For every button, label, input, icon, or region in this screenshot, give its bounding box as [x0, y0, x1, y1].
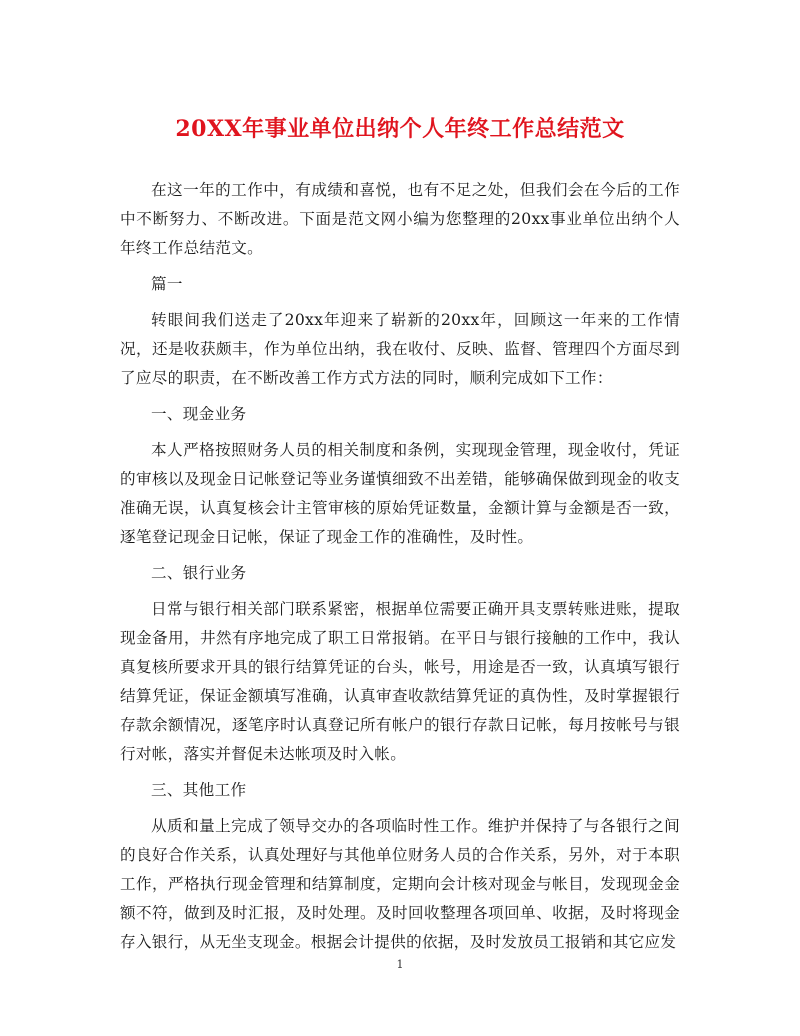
opening-paragraph: 转眼间我们送走了20xx年迎来了崭新的20xx年，回顾这一年来的工作情况，还是收获颇丰，作为单位出纳，我在收付、反映、监督、管理四个方面尽到了应尽的职责，在不断改善工作方式方法的同时，顺利完成如下工作：: [120, 311, 680, 387]
page-number: 1: [396, 958, 404, 971]
document-body: [120, 176, 680, 957]
section-heading-bank: 二、银行业务: [151, 564, 247, 582]
section-text-cash: 本人严格按照财务人员的相关制度和条例，实现现金管理，现金收付，凭证的审核以及现金日记帐登记等业务谨慎细致不出差错，能够确保做到现金的收支准确无误，认真复核会计主管审核的原始凭证数量，金额计算与金额是否一致，逐笔登记现金日记帐，保证了现金工作的准确性，及时性。: [120, 441, 680, 546]
section-heading-other: 三、其他工作: [151, 781, 247, 799]
section-text-bank: 日常与银行相关部门联系紧密，根据单位需要正确开具支票转账进账，提取现金备用，井然有序地完成了职工日常报销。在平日与银行接触的工作中，我认真复核所要求开具的银行结算凭证的台头，帐号，用途是否一致，认真填写银行结算凭证，保证金额填写准确，认真审查收款结算凭证的真伪性，及时掌握银行存款余额情况，逐笔序时认真登记所有帐户的银行存款日记帐，每月按帐号与银行对帐，落实并督促未达帐项及时入帐。: [120, 600, 680, 763]
document-title: 20XX年事业单位出纳个人年终工作总结范文: [175, 116, 625, 142]
part-label: 篇一: [151, 275, 183, 293]
section-text-other: 从质和量上完成了领导交办的各项临时性工作。维护并保持了与各银行之间的良好合作关系，认真处理好与其他单位财务人员的合作关系，另外，对于本职工作，严格执行现金管理和结算制度，定期向会计核对现金与帐目，发现现金金额不符，做到及时汇报，及时处理。及时回收整理各项回单、收据，及时将现金存入银行，从无坐支现金。根据会计提供的依据，及时发放员工报销和其它应发: [120, 817, 680, 951]
intro-paragraph: 在这一年的工作中，有成绩和喜悦，也有不足之处，但我们会在今后的工作中不断努力、不断改进。下面是范文网小编为您整理的20xx事业单位出纳个人年终工作总结范文。: [120, 181, 680, 257]
section-heading-cash: 一、现金业务: [151, 405, 247, 423]
